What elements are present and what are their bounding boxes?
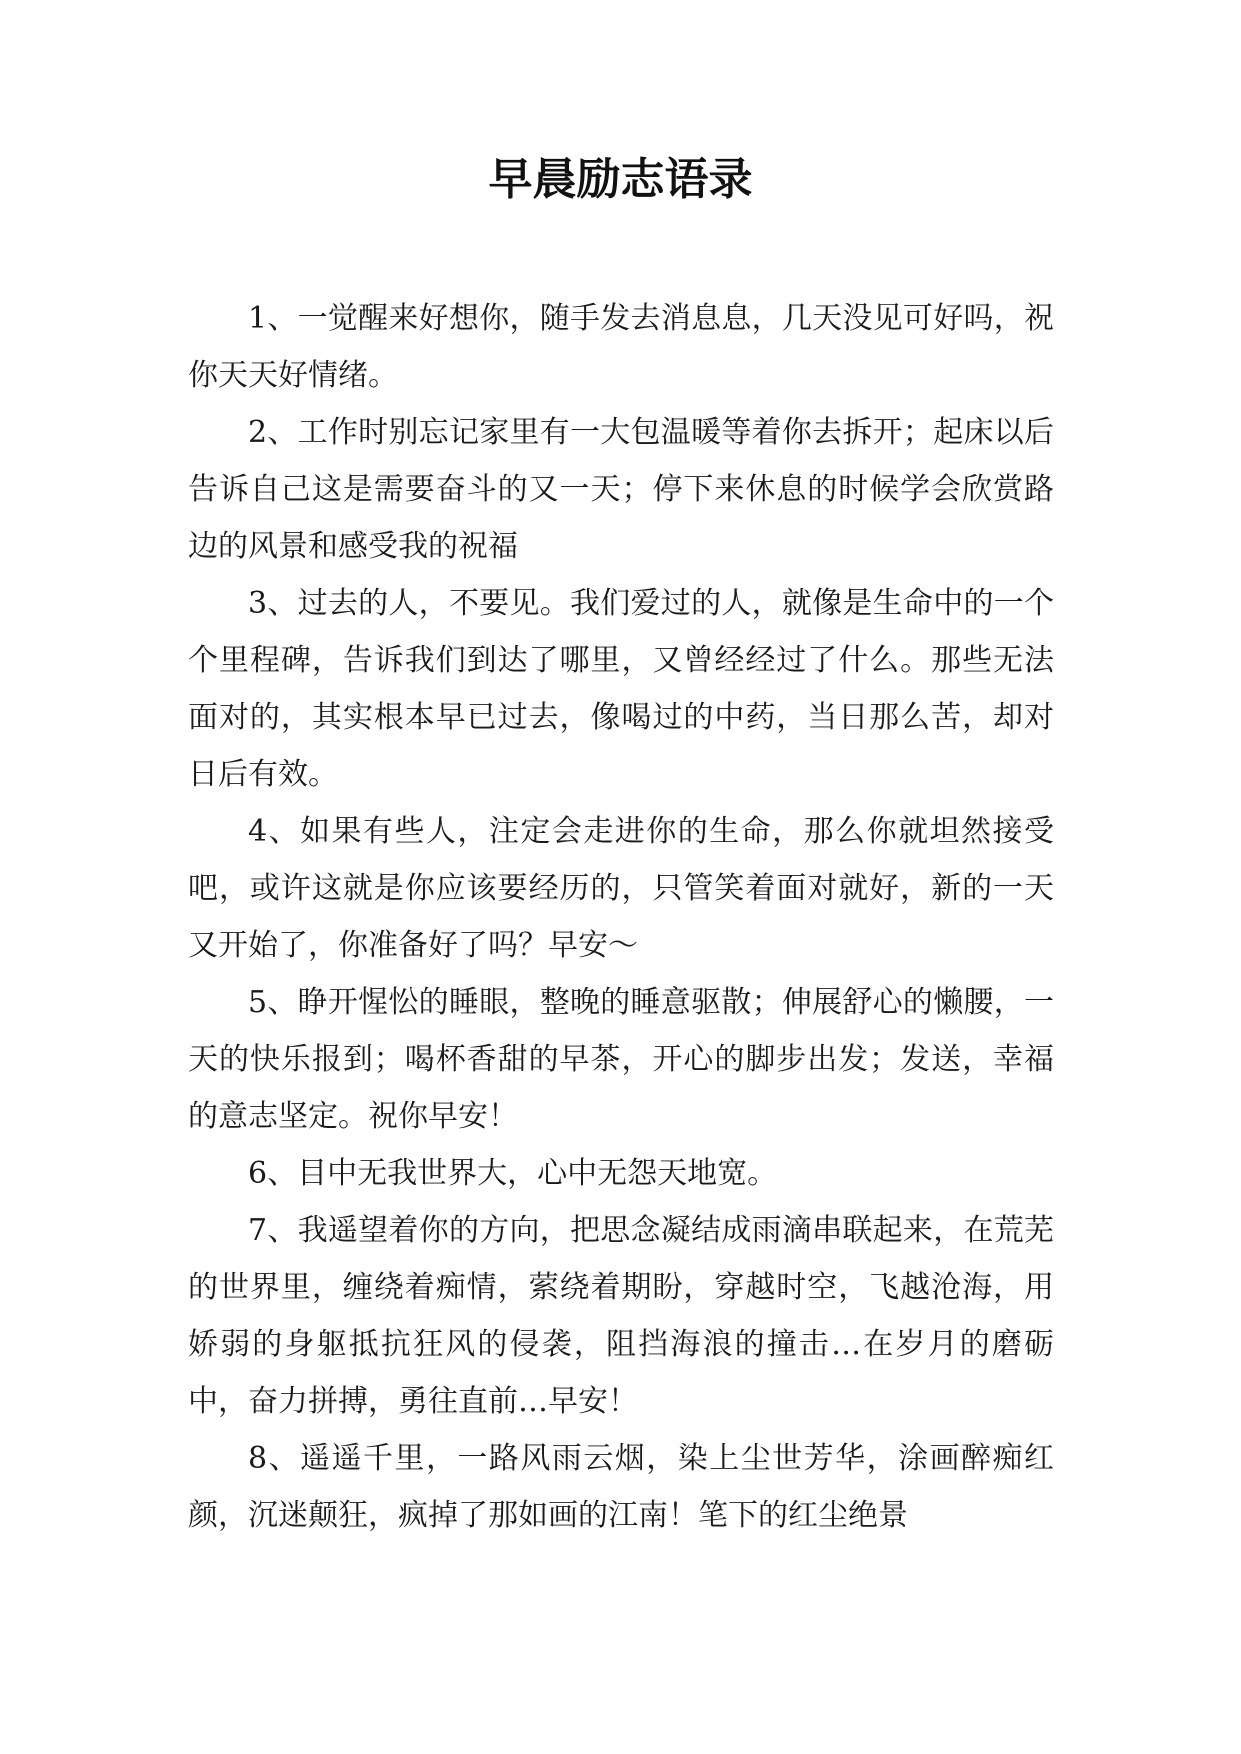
paragraph-1: 1、一觉醒来好想你，随手发去消息息，几天没见可好吗，祝你天天好情绪。 [188,301,1054,393]
paragraph-2: 2、工作时别忘记家里有一大包温暖等着你去拆开；起床以后告诉自己这是需要奋斗的又一天；停下来休息的时候学会欣赏路边的风景和感受我的祝福 [188,415,1054,564]
paragraph-5: 5、睁开惺忪的睡眼，整晚的睡意驱散；伸展舒心的懒腰，一天的快乐报到；喝杯香甜的早茶，开心的脚步出发；发送，幸福的意志坚定。祝你早安！ [188,985,1054,1134]
paragraph-6: 6、目中无我世界大，心中无怨天地宽。 [248,1156,778,1191]
paragraph-3: 3、过去的人，不要见。我们爱过的人，就像是生命中的一个个里程碑，告诉我们到达了哪里，又曾经经过了什么。那些无法面对的，其实根本早已过去，像喝过的中药，当日那么苦，却对日后有效。 [188,586,1054,792]
document-title: 早晨励志语录 [488,154,753,205]
document-body [188,290,1054,1544]
paragraph-7: 7、我遥望着你的方向，把思念凝结成雨滴串联起来，在荒芜的世界里，缠绕着痴情，萦绕着期盼，穿越时空，飞越沧海，用娇弱的身躯抵抗狂风的侵袭，阻挡海浪的撞击…在岁月的磨砺中，奋力拼搏，勇往直前…早安！ [188,1213,1054,1419]
paragraph-8: 8、遥遥千里，一路风雨云烟，染上尘世芳华，涂画醉痴红颜，沉迷颠狂，疯掉了那如画的江南！笔下的红尘绝景 [188,1441,1054,1533]
paragraph-4: 4、如果有些人，注定会走进你的生命，那么你就坦然接受吧，或许这就是你应该要经历的，只管笑着面对就好，新的一天又开始了，你准备好了吗？早安～ [188,814,1054,963]
